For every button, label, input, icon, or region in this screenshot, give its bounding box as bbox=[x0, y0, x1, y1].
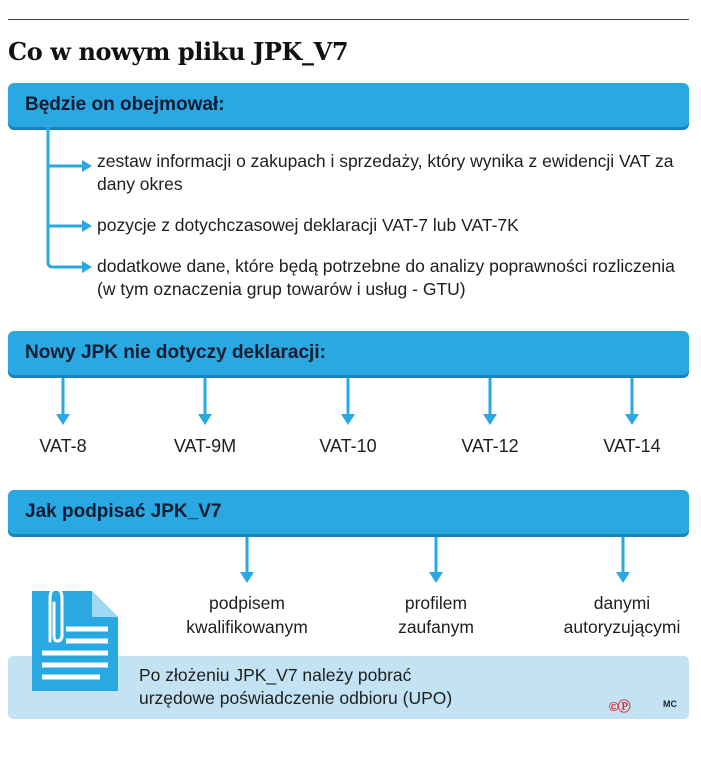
section2-arrow-icon-3 bbox=[341, 414, 355, 425]
author-credit: MC bbox=[663, 699, 677, 709]
section2-arrow-icon-5 bbox=[625, 414, 639, 425]
section3-heading-bar bbox=[8, 490, 689, 534]
section3-arrow-icon-1 bbox=[240, 572, 254, 583]
section1-arrow-icon-3 bbox=[82, 261, 92, 273]
section2-heading: Nowy JPK nie dotyczy deklaracji: bbox=[25, 342, 326, 363]
declaration-vat-10: VAT-10 bbox=[319, 436, 377, 456]
section3-arrow-icon-3 bbox=[616, 572, 630, 583]
declaration-vat-8: VAT-8 bbox=[39, 436, 87, 456]
section3-arrow-icon-2 bbox=[429, 572, 443, 583]
section1-item-3: dodatkowe dane, które będą potrzebne do analizy poprawności rozliczenia (w tym oznaczenia grup towarów i usług - GTU) bbox=[97, 256, 675, 299]
signature-method-trusted-profile: profilem zaufanym bbox=[398, 593, 474, 637]
section2-arrow-icon-4 bbox=[483, 414, 497, 425]
section3-heading: Jak podpisać JPK_V7 bbox=[25, 501, 222, 522]
section2-arrow-icon-1 bbox=[56, 414, 70, 425]
section1-arrow-icon-1 bbox=[82, 160, 92, 172]
section1-tree-line bbox=[48, 127, 82, 267]
signature-method-authorization-data: danymi autoryzującymi bbox=[563, 593, 681, 637]
section2-arrow-icon-2 bbox=[198, 414, 212, 425]
page-title: Co w nowym pliku JPK_V7 bbox=[8, 37, 349, 66]
document-with-paperclip-icon bbox=[28, 583, 122, 695]
section2-heading-bar bbox=[8, 331, 689, 375]
section1-arrow-icon-2 bbox=[82, 220, 92, 232]
section1-heading: Będzie on obejmował: bbox=[25, 94, 225, 115]
declaration-vat-14: VAT-14 bbox=[603, 436, 661, 456]
declaration-vat-9m: VAT-9M bbox=[173, 436, 237, 456]
copyright-icon: ©Ⓟ bbox=[609, 699, 630, 714]
declaration-vat-12: VAT-12 bbox=[461, 436, 519, 456]
signature-method-qualified: podpisem kwalifikowanym bbox=[186, 593, 308, 637]
note-text: Po złożeniu JPK_V7 należy pobrać urzędowe poświadczenie odbioru (UPO) bbox=[139, 665, 453, 708]
section1-item-1: zestaw informacji o zakupach i sprzedaży, który wynika z ewidencji VAT za dany okres bbox=[97, 151, 674, 194]
section1-item-2: pozycje z dotychczasowej deklaracji VAT-7 lub VAT-7K bbox=[97, 215, 519, 235]
